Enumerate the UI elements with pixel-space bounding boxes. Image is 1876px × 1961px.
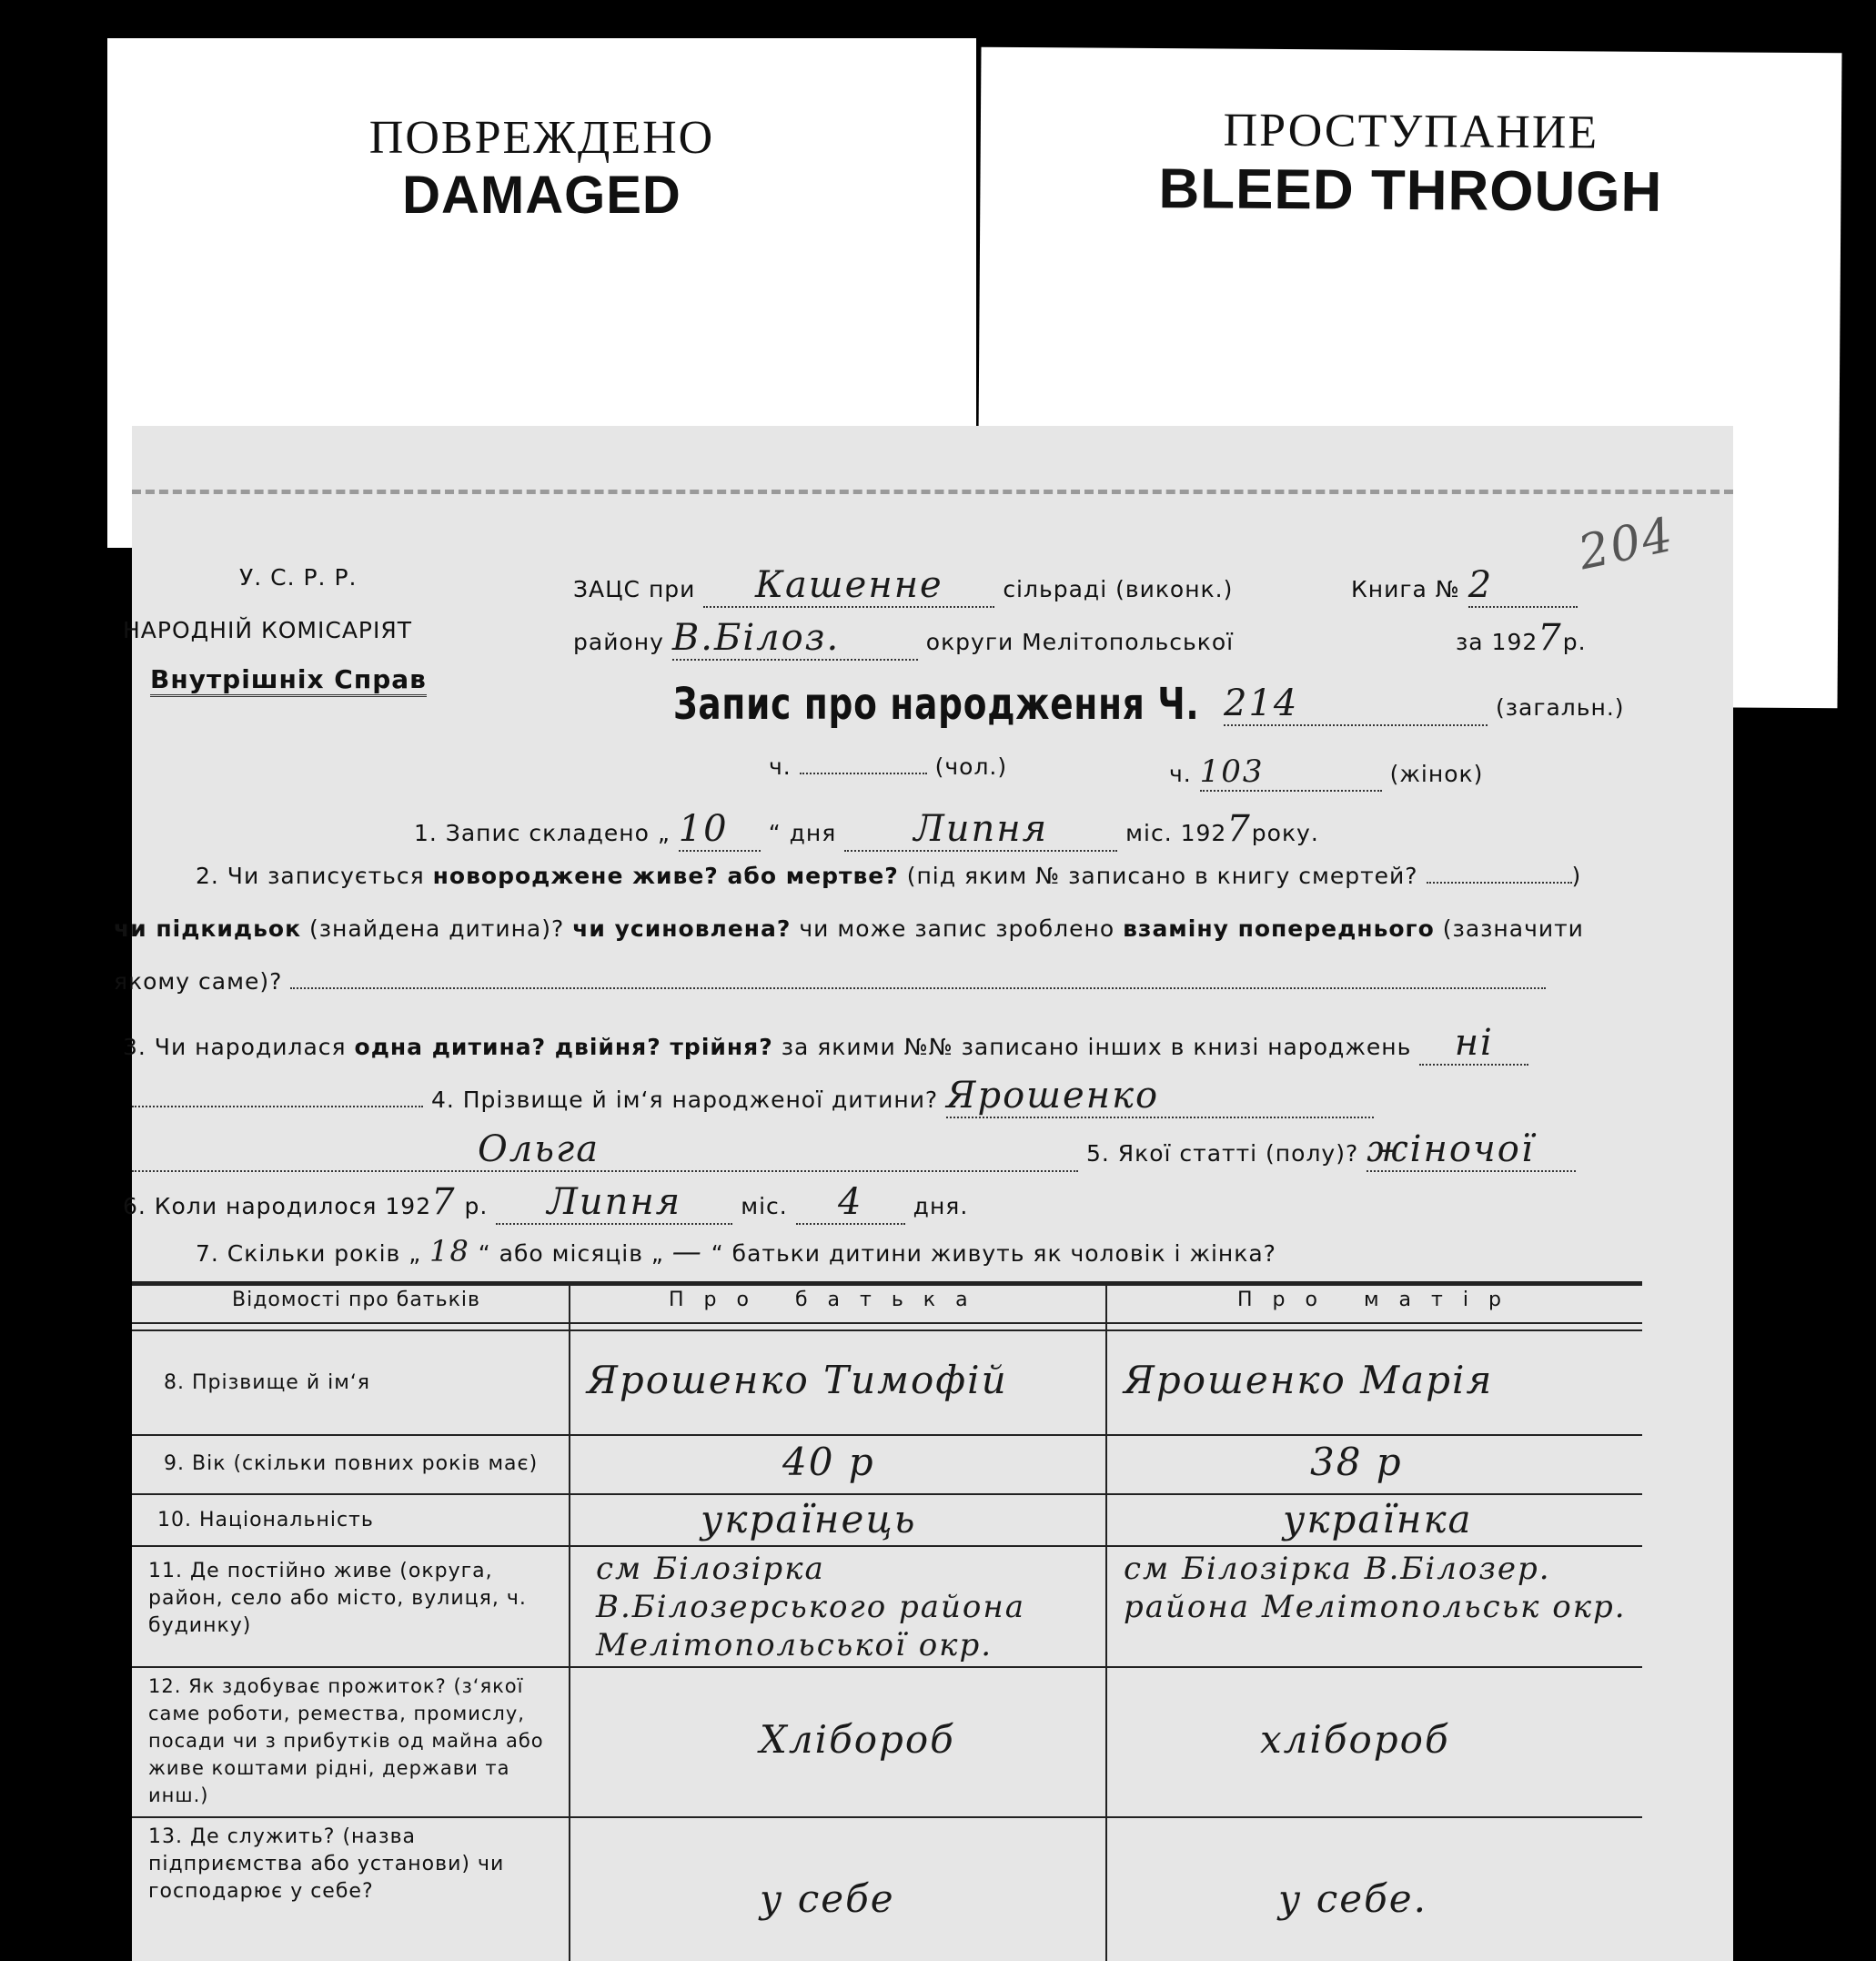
damaged-notice-ru: ПОВРЕЖДЕНО bbox=[368, 112, 715, 164]
record-year-digit: 7 bbox=[1226, 808, 1252, 850]
book-line bbox=[1351, 564, 1578, 608]
total-number-line bbox=[1224, 682, 1625, 726]
rayon-line bbox=[573, 617, 1234, 661]
item-1: 1. Запис складено „ 10 “ дня Липня міс. 1927року. bbox=[414, 808, 1319, 850]
rayon-value: В.Білоз. bbox=[672, 617, 918, 661]
year-digit: 7 bbox=[1538, 617, 1563, 659]
header-parents-info: Відомості про батьків bbox=[232, 1289, 480, 1311]
corner-number: 204 bbox=[1573, 507, 1679, 581]
male-label: (чол.) bbox=[934, 753, 1008, 780]
record-month: Липня bbox=[844, 808, 1117, 852]
item-6: 6. Коли народилося 1927 р. Липня міс. 4 дня. bbox=[123, 1181, 969, 1223]
row-label-residence: 11. Де постійно живе (округа, район, село або місто, вулиця, ч. будинку) bbox=[148, 1560, 527, 1637]
okrug-label: округи Мелітопольської bbox=[925, 629, 1235, 655]
damaged-notice-en: DAMAGED bbox=[402, 166, 681, 225]
total-label: (загальн.) bbox=[1495, 694, 1625, 721]
record-day: 10 bbox=[679, 808, 761, 852]
record-title: Запис про народження Ч. bbox=[673, 679, 1200, 730]
mother-workplace: у себе. bbox=[1278, 1876, 1427, 1921]
child-surname: Ярошенко bbox=[946, 1075, 1374, 1118]
item-4-5-line: Ольга 5. Якої статті (полу)? жіночої bbox=[132, 1128, 1576, 1172]
father-name: Ярошенко Тимофій bbox=[587, 1358, 1008, 1402]
years-together: 18 bbox=[429, 1234, 470, 1269]
item-2-line-3: якому саме)? bbox=[114, 968, 1546, 995]
zags-suffix: сільраді (виконк.) bbox=[1003, 576, 1234, 602]
mother-age: 38 р bbox=[1310, 1440, 1403, 1484]
commissariat-label: НАРОДНІЙ КОМІСАРІЯТ bbox=[123, 617, 413, 643]
year-line bbox=[1456, 617, 1587, 659]
mother-nationality: українка bbox=[1283, 1497, 1473, 1542]
child-name: Ольга bbox=[132, 1128, 1078, 1172]
female-ch: ч. bbox=[1169, 761, 1192, 787]
header-father: Про батька bbox=[669, 1289, 988, 1311]
birth-year-digit: 7 bbox=[431, 1181, 457, 1223]
item-4: 4. Прізвище й ім‘я народженої дитини? Ярошенко bbox=[132, 1075, 1374, 1118]
father-livelihood: Хлібороб bbox=[760, 1717, 955, 1762]
row-label-workplace: 13. Де служить? (назва підприємства або установи) чи господарює у себе? bbox=[148, 1825, 505, 1903]
row-label-livelihood: 12. Як здобуває прожиток? (з‘якої саме роботи, ремества, промислу, посади чи з прибутків од майна або живе коштами рідні, держави та инш.) bbox=[148, 1675, 544, 1806]
bleed-notice-ru: ПРОСТУПАНИЕ bbox=[1223, 104, 1599, 159]
months-together: — bbox=[671, 1234, 703, 1269]
zags-prefix: ЗАЦС при bbox=[573, 576, 696, 602]
father-workplace: у себе bbox=[760, 1876, 895, 1921]
bleed-notice-en: BLEED THROUGH bbox=[1158, 157, 1663, 224]
zags-village: Кашенне bbox=[703, 564, 994, 608]
mother-name: Ярошенко Марія bbox=[1124, 1358, 1494, 1402]
perforation-line bbox=[132, 490, 1733, 494]
item-7: 7. Скільки років „ 18 “ або місяців „ — “ батьки дитини живуть як чоловік і жінка? bbox=[196, 1234, 1276, 1269]
book-number: 2 bbox=[1468, 564, 1578, 608]
internal-affairs-label: Внутрішніх Справ bbox=[150, 664, 427, 697]
zags-line bbox=[573, 564, 1233, 608]
birth-month: Липня bbox=[496, 1181, 732, 1225]
rayon-prefix: району bbox=[573, 629, 664, 655]
item-2-line-2: чи підкидьок (знайдена дитина)? чи усиновлена? чи може запис зроблено взаміну попереднього (зазначити bbox=[114, 915, 1584, 942]
item-2: 2. Чи записується новороджене живе? або мертве? (під яким № записано в книгу смертей? ) bbox=[196, 863, 1582, 889]
item-3: 3. Чи народилася одна дитина? двійня? трійня? за якими №№ записано інших в книзі народжень ні bbox=[123, 1022, 1528, 1066]
male-ch: ч. bbox=[769, 753, 792, 780]
header-mother: Про матір bbox=[1237, 1289, 1521, 1311]
female-label: (жінок) bbox=[1389, 761, 1484, 787]
year-suffix: р. bbox=[1562, 629, 1587, 655]
child-sex: жіночої bbox=[1367, 1128, 1576, 1172]
total-number: 214 bbox=[1224, 682, 1488, 726]
father-residence: см Білозірка В.Білозерського района Мелітопольської окр. bbox=[596, 1551, 1026, 1663]
birth-record-form bbox=[114, 426, 1733, 1961]
father-nationality: українець bbox=[701, 1497, 917, 1542]
book-label: Книга № bbox=[1351, 576, 1460, 602]
male-count-line bbox=[769, 753, 1007, 780]
mother-livelihood: хлібороб bbox=[1260, 1717, 1450, 1762]
other-births-value: ні bbox=[1419, 1022, 1528, 1066]
row-label-nationality: 10. Національність bbox=[157, 1509, 374, 1531]
female-count-line bbox=[1169, 753, 1483, 792]
birth-day: 4 bbox=[796, 1181, 905, 1225]
row-label-name: 8. Прізвище й ім‘я bbox=[164, 1371, 371, 1394]
mother-residence: см Білозірка В.Білозер. района Мелітопольськ окр. bbox=[1124, 1551, 1627, 1625]
female-number: 103 bbox=[1200, 753, 1382, 792]
ussr-label: У. С. Р. Р. bbox=[239, 564, 358, 591]
row-label-age: 9. Вік (скільки повних років має) bbox=[164, 1452, 539, 1475]
year-prefix: за 192 bbox=[1456, 629, 1538, 655]
father-age: 40 р bbox=[782, 1440, 875, 1484]
